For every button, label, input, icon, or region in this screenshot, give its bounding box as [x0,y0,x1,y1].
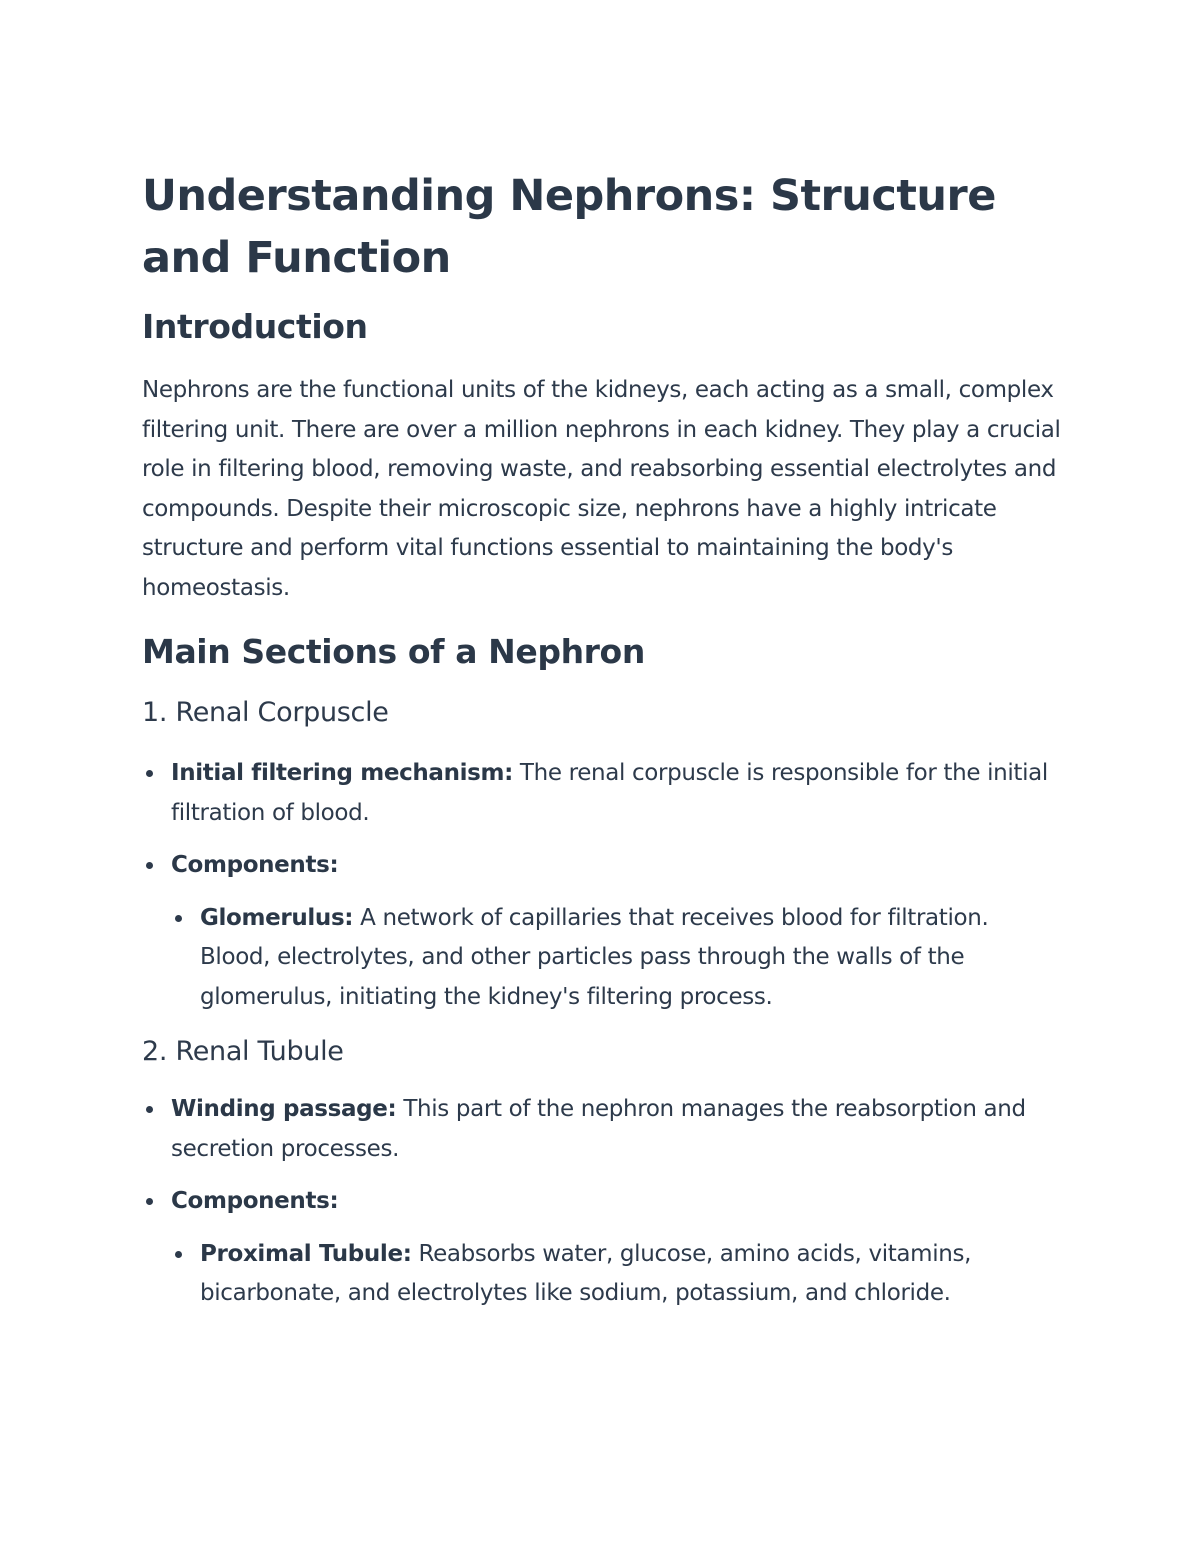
list-item [171,1182,1062,1222]
list-item [200,899,1062,1018]
list-item-text: This part of the nephron manages the reabsorption and secretion processes. [171,1096,1026,1162]
list-item-term: Winding passage: [171,1096,397,1122]
page-title: Understanding Nephrons: Structure and Function [142,171,996,283]
introduction-heading: Introduction [142,307,368,346]
list-item [200,1235,1062,1314]
list-item [171,754,1062,833]
renal-corpuscle-heading: 1. Renal Corpuscle [142,697,389,728]
list-item-term: Proximal Tubule: [200,1240,412,1267]
renal-tubule-list [142,1090,1062,1314]
list-item-text: The renal corpuscle is responsible for the initial filtration of blood. [171,760,1048,826]
main-sections-heading: Main Sections of a Nephron [142,632,645,671]
list-item [171,1090,1062,1169]
list-item-text: A network of capillaries that receives blood for filtration. Blood, electrolytes, and other particles pass through the walls of the glomerulus, initiating the kidney's filtering process. [200,904,989,1010]
list-item-term: Glomerulus: [200,904,354,931]
introduction-paragraph: Nephrons are the functional units of the kidneys, each acting as a small, complex filtering unit. There are over a million nephrons in each kidney. They play a crucial role in filtering blood, removing waste, and reabsorbing essential electrolytes and compounds. Despite their microscopic size, nephrons have a highly intricate structure and perform vital functions essential to maintaining the body's homeostasis. [142,377,1061,601]
renal-corpuscle-list [142,754,1062,1017]
list-item [171,846,1062,886]
list-item-text: Reabsorbs water, glucose, amino acids, vitamins, bicarbonate, and electrolytes like sodium, potassium, and chloride. [200,1240,972,1306]
renal-tubule-heading: 2. Renal Tubule [142,1036,344,1067]
list-item-term: Components: [171,852,339,878]
list-item-term: Components: [171,1188,339,1214]
list-item-term: Initial filtering mechanism: [171,760,513,786]
document-page [142,165,1062,1314]
